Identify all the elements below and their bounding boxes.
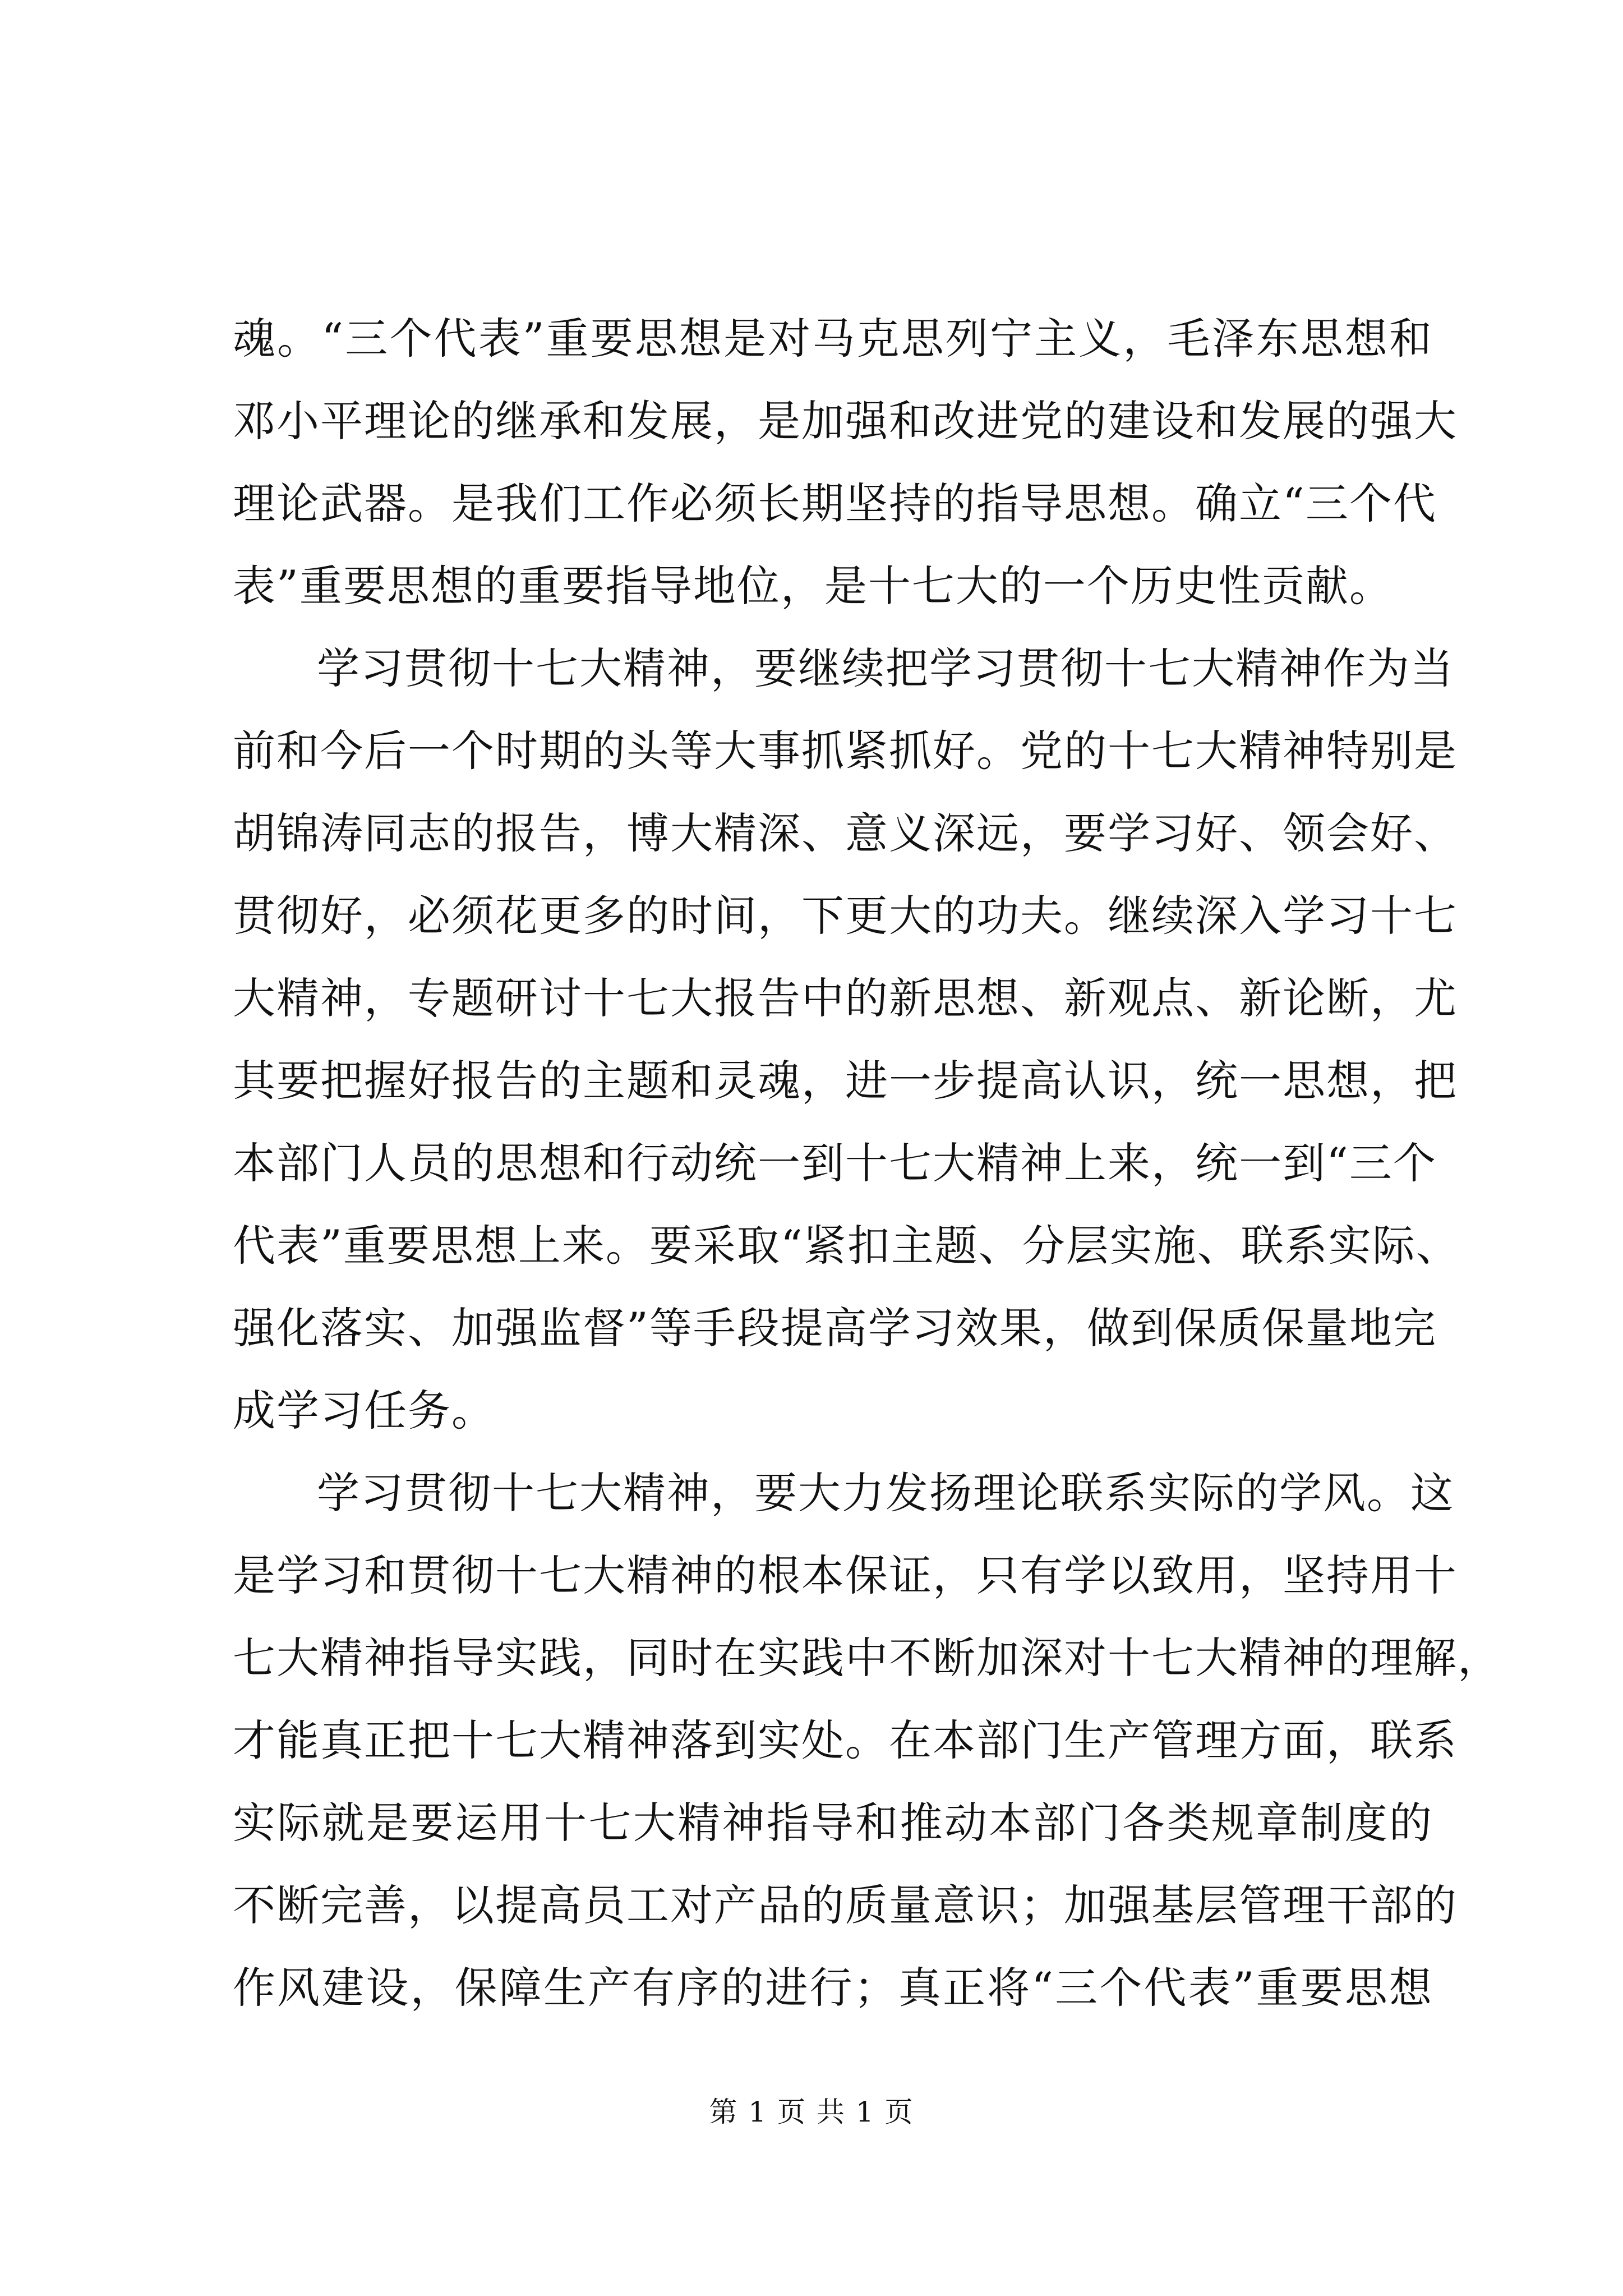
text-line: 贯彻好，必须花更多的时间，下更大的功夫。继续深入学习十七 (233, 891, 1458, 941)
text-line: 代表”重要思想上来。要采取“紧扣主题、分层实施、联系实际、 (233, 1221, 1460, 1271)
text-line: 表”重要思想的重要指导地位，是十七大的一个历史性贡献。 (233, 561, 1393, 611)
text-line: 本部门人员的思想和行动统一到十七大精神上来，统一到“三个 (233, 1138, 1437, 1188)
text-line: 作风建设，保障生产有序的进行；真正将“三个代表”重要思想 (233, 1963, 1433, 2013)
text-line: 是学习和贯彻十七大精神的根本保证，只有学以致用，坚持用十 (233, 1550, 1458, 1600)
text-line: 成学习任务。 (233, 1386, 495, 1435)
text-line: 理论武器。是我们工作必须长期坚持的指导思想。确立“三个代 (233, 478, 1437, 528)
paragraph-first-line: 学习贯彻十七大精神，要大力发扬理论联系实际的学风。这 (317, 1468, 1454, 1518)
page-number-footer: 第 1 页 共 1 页 (709, 2096, 914, 2128)
text-line: 不断完善，以提高员工对产品的质量意识；加强基层管理干部的 (233, 1880, 1458, 1930)
text-line: 实际就是要运用十七大精神指导和推动本部门各类规章制度的 (233, 1798, 1433, 1848)
text-line: 大精神，专题研讨十七大报告中的新思想、新观点、新论断，尤 (233, 973, 1458, 1023)
text-line: 强化落实、加强监督”等手段提高学习效果，做到保质保量地完 (233, 1303, 1437, 1353)
text-line: 胡锦涛同志的报告，博大精深、意义深远，要学习好、领会好、 (233, 808, 1458, 858)
text-line: 才能真正把十七大精神落到实处。在本部门生产管理方面，联系 (233, 1715, 1458, 1765)
text-line: 邓小平理论的继承和发展，是加强和改进党的建设和发展的强大 (233, 396, 1458, 446)
document-body (233, 297, 1501, 2029)
text-line: 前和今后一个时期的头等大事抓紧抓好。党的十七大精神特别是 (233, 726, 1458, 776)
text-line: 其要把握好报告的主题和灵魂，进一步提高认识，统一思想，把 (233, 1056, 1458, 1106)
text-line: 魂。“三个代表”重要思想是对马克思列宁主义，毛泽东思想和 (233, 314, 1433, 364)
paragraph-first-line: 学习贯彻十七大精神，要继续把学习贯彻十七大精神作为当 (317, 643, 1454, 693)
text-line: 七大精神指导实践，同时在实践中不断加深对十七大精神的理解， (233, 1633, 1501, 1683)
